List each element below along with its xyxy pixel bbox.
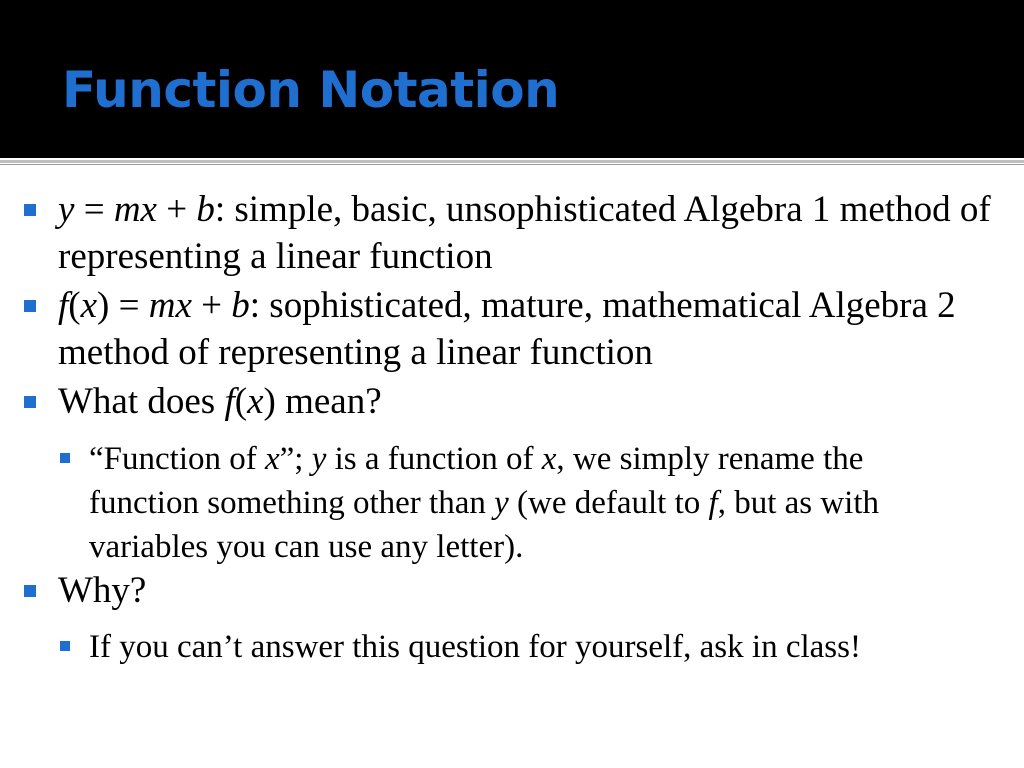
bullet-function-notation: [24, 282, 996, 376]
slide-title: Function Notation: [62, 61, 560, 119]
square-bullet-icon: [24, 585, 36, 597]
bullet-slope-intercept: [24, 186, 996, 280]
bullet-what-does-fx-mean: [24, 378, 996, 425]
sub-bullet-function-of-x: [60, 437, 980, 569]
square-bullet-icon: [24, 300, 36, 312]
bullet-text: Why?: [58, 570, 147, 611]
bullet-text: If you can’t answer this question for yourself, ask in class!: [89, 629, 861, 665]
bullet-text: f(x) = mx + b: sophisticated, mature, mathematical Algebra 2 method of representing a linear function: [58, 285, 956, 373]
bullet-text: What does f(x) mean?: [58, 381, 382, 422]
square-bullet-icon: [24, 396, 36, 408]
square-bullet-icon: [60, 641, 70, 651]
bullet-text: “Function of x”; y is a function of x, we simply rename the function something other than y (we default to f, but as with variables you can use any letter).: [89, 441, 880, 565]
bullet-why: [24, 567, 996, 614]
square-bullet-icon: [24, 204, 36, 216]
bullet-text: y = mx + b: simple, basic, unsophisticated Algebra 1 method of representing a linear function: [58, 189, 991, 277]
sub-bullet-ask-in-class: [60, 625, 980, 669]
square-bullet-icon: [60, 453, 70, 463]
